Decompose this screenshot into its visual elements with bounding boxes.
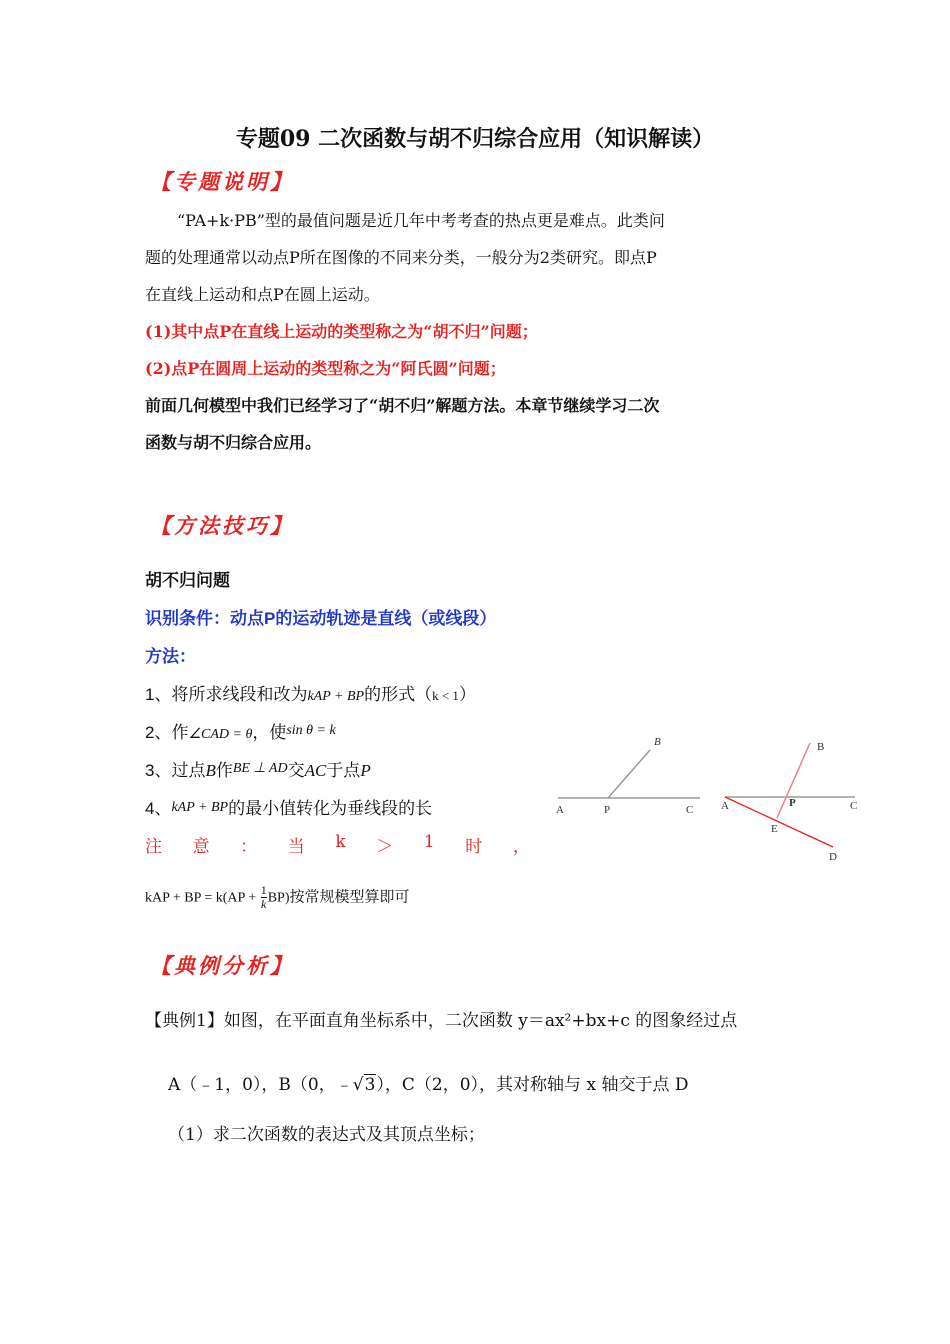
intro-red-item-1: (1)其中点P在直线上运动的类型称之为“胡不归”问题；: [145, 322, 538, 341]
intro-red-item-2: (2)点P在圆周上运动的类型称之为“阿氏圆”问题；: [145, 359, 506, 378]
label-D: D: [829, 851, 837, 863]
label-P: P: [604, 804, 611, 816]
figure-2-diagram: [715, 735, 870, 865]
page-title: 专题09 二次函数与胡不归综合应用（知识解读）: [235, 126, 715, 152]
step-math: B: [205, 761, 216, 780]
method-step-3: [145, 756, 371, 781]
label-C: C: [686, 804, 694, 816]
intro-line: 前面几何模型中我们已经学习了“胡不归”解题方法。本章节继续学习二次: [145, 396, 660, 415]
step-text: 的最小值转化为垂线段的长: [228, 799, 433, 818]
method-step-4: [145, 794, 432, 819]
step-text: 交: [287, 761, 305, 780]
method-subtitle: 胡不归问题: [145, 571, 230, 590]
note-char: 注: [145, 837, 162, 857]
step-text: 作: [215, 761, 233, 780]
step-text: 的形式（: [364, 685, 433, 704]
note-char: 意: [192, 837, 210, 857]
step-math: P: [360, 761, 371, 780]
line-PB: [608, 750, 650, 798]
method-note: [145, 832, 535, 857]
formula-part: 按常规模型算即可: [289, 888, 410, 906]
intro-line: 题的处理通常以动点P所在图像的不同来分类，一般分为2类研究。即点P: [145, 248, 657, 267]
step-math: BE ⊥ AD: [232, 761, 288, 776]
note-char: k: [335, 832, 346, 852]
intro-line: 在直线上运动和点P在圆上运动。: [145, 285, 380, 304]
step-text: ，使: [252, 723, 287, 742]
point-B-end: ），: [376, 1075, 402, 1095]
step-text: 2、作: [145, 723, 189, 742]
intro-line: 函数与胡不归综合应用。: [145, 433, 322, 452]
point-A: A（﹣1，0），: [168, 1075, 279, 1095]
label-P: P: [789, 797, 796, 809]
formula-fraction: [261, 884, 267, 911]
note-char: 当: [287, 837, 305, 857]
note-char: 1: [423, 832, 435, 852]
section-heading-intro: 【专题说明】: [150, 169, 294, 194]
intro-paragraph: [145, 202, 815, 461]
figure-1-diagram: [550, 730, 710, 830]
formula-part: BP): [267, 890, 290, 906]
line-AD: [725, 797, 833, 847]
example-1-statement: 【典例1】如图，在平面直角坐标系中，二次函数 y＝ax²+bx+c 的图象经过点: [145, 1011, 738, 1031]
sqrt-value: 3: [364, 1075, 376, 1095]
note-char: ：: [240, 837, 258, 857]
point-B: B（0，﹣: [278, 1075, 353, 1095]
section-heading-example: 【典例分析】: [150, 953, 294, 978]
method-step-1: [145, 680, 476, 705]
label-A: A: [556, 804, 564, 816]
step-math: kAP + BP: [307, 689, 365, 704]
note-char: 时: [465, 837, 483, 857]
method-step-2: [145, 718, 336, 743]
sqrt-symbol: √: [352, 1075, 364, 1095]
step-math: kAP + BP: [171, 800, 229, 815]
point-C: C（2，0），其对称轴与 x 轴交于点 D: [401, 1075, 689, 1095]
step-text: 4、: [145, 799, 172, 818]
step-math: k < 1: [432, 688, 459, 703]
step-math: AC: [304, 761, 327, 780]
step-math: sin θ = k: [286, 723, 336, 738]
section-heading-method: 【方法技巧】: [150, 513, 294, 538]
label-B: B: [817, 741, 825, 753]
step-text: 于点: [326, 761, 361, 780]
method-label: 方法：: [145, 647, 196, 666]
example-1-question-1: （1）求二次函数的表达式及其顶点坐标；: [168, 1125, 485, 1145]
method-condition: 识别条件：动点P的运动轨迹是直线（或线段）: [145, 609, 497, 628]
fraction-denominator: k: [261, 897, 267, 911]
formula-part: kAP + BP = k(AP +: [145, 890, 260, 906]
step-text: 3、过点: [145, 761, 206, 780]
intro-line: “PA+k·PB”型的最值问题是近几年中考考查的热点更是难点。此类问: [177, 211, 665, 230]
note-char: ，: [512, 837, 530, 857]
label-B: B: [654, 736, 661, 748]
method-formula: [145, 884, 410, 911]
label-A: A: [721, 800, 729, 812]
step-text: ）: [458, 685, 476, 704]
step-math: ∠CAD = θ: [188, 727, 253, 742]
note-char: ＞: [376, 837, 394, 857]
label-C: C: [850, 800, 858, 812]
example-1-points: [168, 1070, 688, 1095]
label-E: E: [771, 823, 778, 835]
step-text: 1、将所求线段和改为: [145, 685, 308, 704]
fraction-numerator: 1: [260, 883, 267, 897]
